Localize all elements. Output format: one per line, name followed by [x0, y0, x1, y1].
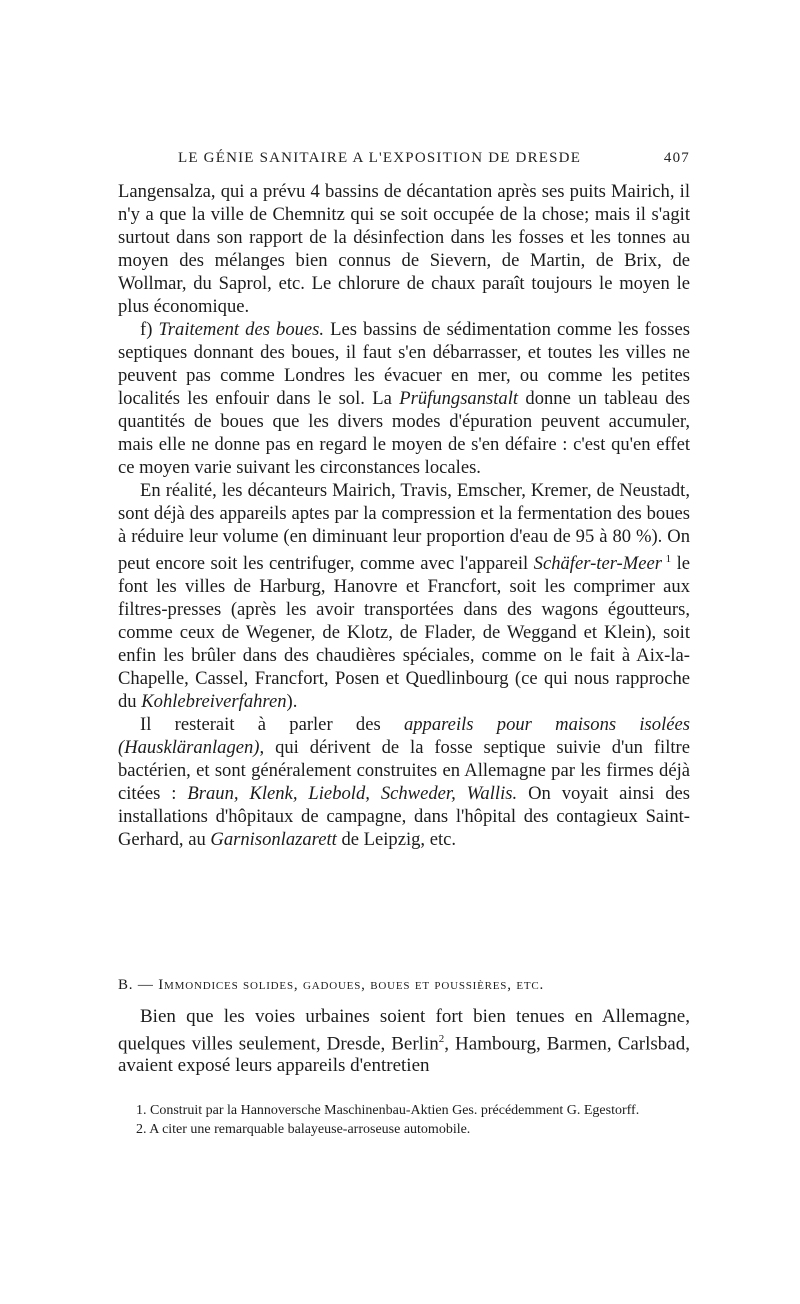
footnote-ref: 2 — [438, 1033, 445, 1045]
paragraph-text: En réalité, les décanteurs Mairich, Travis, Emscher, Kremer, de Neustadt, sont déjà des appareils aptes par la compression et la fermentation des boues à réduire leur volume (en diminuant leur proportion d'eau de 95 à 80 %). On peut encore soit les centrifuger, comme avec l'appareil — [118, 480, 690, 575]
paragraph-text: Langensalza, qui a prévu 4 bassins de décantation après ses puits Mairich, il n'y a que la ville de Chemnitz qui se soit occupée de la chose; mais il s'agit surtout dans son rapport de la désinfection dans les fosses et les tonnes au moyen des mélanges bien connus de Sievern, de Martin, de Brix, de Wollmar, du Saprol, etc. Le chlorure de chaux paraît toujours le moyen le plus économique. — [118, 181, 690, 317]
italic-term: Schäfer-ter-Meer — [533, 553, 662, 575]
paragraph-continuation — [118, 180, 690, 318]
paragraph-text: de Leipzig, etc. — [336, 829, 457, 851]
paragraph-text: , Hambourg, Barmen, Carlsbad, avaient exposé leurs appareils d'entretien — [118, 1033, 690, 1077]
section-letter: B. — — [118, 977, 159, 993]
paragraph-text: Les bassins de sédimentation comme les fosses septiques donnant des boues, il faut s'en débarrasser, et toutes les villes ne peuvent pas comme Londres les évacuer en mer, ou comme les petites localités les enfouir dans le sol. La — [118, 319, 691, 409]
subsection-title: Traitement des boues. — [158, 319, 325, 340]
paragraph-label: f) — [140, 319, 159, 340]
italic-names: Braun, Klenk, Liebold, Schweder, Wallis. — [187, 783, 518, 805]
italic-term: Kohlebreiverfahren — [141, 691, 287, 713]
page-number: 407 — [663, 150, 690, 166]
main-text — [118, 180, 690, 851]
paragraph-text: Il resterait à parler des — [140, 714, 404, 736]
paragraph-voies-urbaines — [118, 1006, 690, 1077]
paragraph-decanteurs — [118, 479, 690, 713]
footnotes — [118, 1101, 690, 1139]
paragraph-text: le font les villes de Harburg, Hanovre et Francfort, soit les comprimer aux filtres-presses (après les avoir transportées dans des wagons égoutteurs, comme ceux de Wegener, de Klotz, de Flader, de Weggand et Klein), soit enfin les brûler dans des chaudières spéciales, comme on le fait à Aix-la-Chapelle, Cassel, Francfort, Posen et Quedlinbourg (ce qui nous rapproche du — [118, 553, 690, 713]
footnote-1: 1. Construit par la Hannoversche Maschinenbau-Aktien Ges. précédemment G. Egestorff. — [136, 1103, 640, 1118]
footnote-ref: 1 — [661, 553, 672, 565]
paragraph-text: donne un tableau des quantités de boues que les divers modes d'épuration peuvent accumuler, mais elle ne donne pas en regard le moyen de s'en défaire : c'est qu'en effet ce moyen varie suivant les circonstances locales. — [118, 388, 690, 478]
italic-term: appareils pour maisons isolées (Hauskläranlagen) — [118, 714, 690, 759]
italic-term: Garnisonlazarett — [210, 829, 337, 851]
section-title: Immondices solides, gadoues, boues et poussières, etc. — [158, 977, 545, 993]
paragraph-text: ). — [286, 691, 298, 713]
running-title: LE GÉNIE SANITAIRE A L'EXPOSITION DE DRESDE — [178, 150, 582, 166]
footnote-2: 2. A citer une remarquable balayeuse-arroseuse automobile. — [136, 1122, 471, 1137]
paragraph-text: On voyait ainsi des installations d'hôpitaux de campagne, dans l'hôpital des contagieux Saint-Gerhard, au — [118, 783, 691, 851]
paragraph-text: , qui dérivent de la fosse septique suivie d'un filtre bactérien, et sont généralement construites en Allemagne par les firmes déjà citées : — [118, 737, 690, 805]
italic-term: Prüfungsanstalt — [399, 388, 519, 409]
paragraph-maisons-isolees — [118, 713, 690, 851]
section-heading — [118, 974, 690, 996]
paragraph-text: Bien que les voies urbaines soient fort bien tenues en Allemagne, quelques villes seulement, Dresde, Berlin — [118, 1006, 690, 1055]
section-text — [118, 1006, 690, 1077]
paragraph-traitement-boues — [118, 318, 690, 479]
